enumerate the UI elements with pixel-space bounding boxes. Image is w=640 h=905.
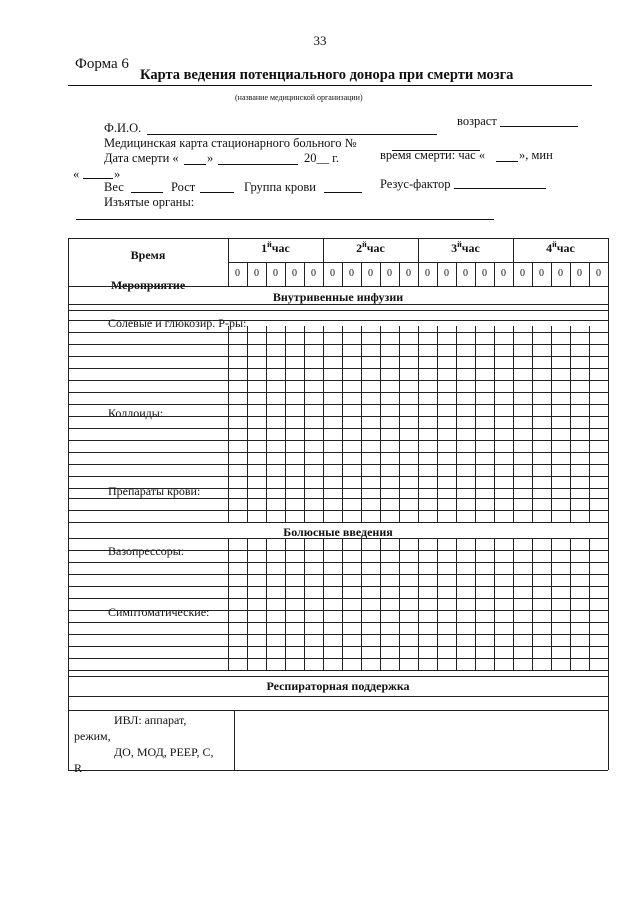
minute-zero-cell: 0 <box>444 268 449 279</box>
minute-zero-cell: 0 <box>292 268 297 279</box>
death-hour-line[interactable] <box>496 161 518 162</box>
minute-zero-cell: 0 <box>235 268 240 279</box>
minute-zero-cell: 0 <box>425 268 430 279</box>
minute-zero-cell: 0 <box>501 268 506 279</box>
grid-col-line <box>589 538 590 670</box>
minute-zero-cell: 0 <box>482 268 487 279</box>
grid-row-line <box>68 634 608 635</box>
grid-row-line <box>68 404 608 405</box>
hour-divider <box>418 238 419 262</box>
label-blood-products: Препараты крови: <box>108 484 201 498</box>
height-line[interactable] <box>200 192 234 193</box>
hour-4-header: $4^йчас$ <box>546 240 575 255</box>
hour-divider <box>323 238 324 262</box>
label-colloids: Коллоиды: <box>108 406 164 420</box>
organs-label: Изъятые органы: <box>104 195 195 209</box>
form-label: Форма 6 <box>75 56 129 72</box>
grid-row-line <box>68 646 608 647</box>
label-symptomatic: Симптоматические: <box>108 605 210 619</box>
grid-col-line <box>266 538 267 670</box>
medcard-label: Медицинская карта стационарного больного № <box>104 136 357 150</box>
grid-row-line <box>68 522 608 523</box>
age-label: возраст <box>457 114 497 128</box>
minute-zero-cell: 0 <box>463 268 468 279</box>
blood-group-label: Группа крови <box>244 180 316 194</box>
grid-row-line <box>68 488 608 489</box>
grid-col-line <box>456 538 457 670</box>
grid-row-line <box>68 622 608 623</box>
grid-row-line <box>68 392 608 393</box>
grid-row-line <box>68 670 608 671</box>
death-date-mid: » <box>207 151 214 165</box>
death-min-close: » <box>114 167 121 181</box>
death-min-line[interactable] <box>83 178 113 179</box>
section-line <box>68 676 608 677</box>
grid-col-line <box>437 538 438 670</box>
ivl-line-1: ИВЛ: аппарат, <box>114 713 187 727</box>
grid-row-line <box>68 586 608 587</box>
grid-col-line <box>418 538 419 670</box>
death-min-open: « <box>73 167 80 181</box>
grid-col-line <box>342 326 343 522</box>
section-respiratory: Респираторная поддержка <box>266 679 410 693</box>
fio-label: Ф.И.О. <box>104 121 142 135</box>
death-day-line[interactable] <box>184 164 206 165</box>
ivl-divider <box>234 710 235 770</box>
minute-zero-cell: 0 <box>596 268 601 279</box>
grid-col-line <box>437 326 438 522</box>
minute-zero-cell: 0 <box>311 268 316 279</box>
grid-col-line <box>608 326 609 522</box>
grid-col-line <box>228 326 229 522</box>
grid-row-line <box>68 332 608 333</box>
grid-col-line <box>266 326 267 522</box>
grid-row-line <box>68 464 608 465</box>
ivl-line-2: режим, <box>74 729 111 743</box>
grid-col-line <box>304 326 305 522</box>
grid-col-line <box>475 326 476 522</box>
grid-row-line <box>68 344 608 345</box>
grid-row-line <box>68 562 608 563</box>
grid-row-line <box>68 550 608 551</box>
grid-row-line <box>68 538 608 539</box>
grid-col-line <box>532 326 533 522</box>
grid-col-line <box>570 326 571 522</box>
page-number: 33 <box>313 33 327 48</box>
grid-col-line <box>247 538 248 670</box>
age-line[interactable] <box>500 126 578 127</box>
grid-col-line <box>494 326 495 522</box>
grid-col-line <box>399 538 400 670</box>
minute-zero-cell: 0 <box>273 268 278 279</box>
header-event: Мероприятие <box>110 278 186 292</box>
weight-line[interactable] <box>131 192 163 193</box>
organs-line[interactable] <box>76 219 494 220</box>
header-bottom-line <box>68 286 608 287</box>
grid-col-line <box>380 538 381 670</box>
grid-row-line <box>68 658 608 659</box>
grid-col-line <box>323 326 324 522</box>
grid-col-line <box>513 538 514 670</box>
death-date-label: Дата смерти « <box>104 151 179 165</box>
ivl-line-4: R <box>74 761 83 775</box>
grid-col-line <box>285 538 286 670</box>
grid-col-line <box>494 538 495 670</box>
monitoring-table <box>68 238 608 775</box>
grid-row-line <box>68 380 608 381</box>
grid-row-line <box>68 574 608 575</box>
label-salt-solutions: Солевые и глюкозир. Р-ры: <box>108 316 247 330</box>
minute-zero-cell: 0 <box>368 268 373 279</box>
death-time-min: », мин <box>519 148 553 162</box>
death-date-year: 20__ г. <box>304 151 339 165</box>
grid-row-line <box>68 610 608 611</box>
grid-col-line <box>589 326 590 522</box>
grid-row-line <box>68 452 608 453</box>
grid-col-line <box>304 538 305 670</box>
label-vasopressors: Вазопрессоры: <box>108 544 185 558</box>
minute-zero-cell: 0 <box>558 268 563 279</box>
rhesus-line[interactable] <box>454 188 546 189</box>
table-border-left <box>68 238 69 770</box>
section-bolus: Болюсные введения <box>283 525 393 539</box>
grid-col-line <box>285 326 286 522</box>
grid-col-line <box>418 326 419 522</box>
hour-2-header: $2^йчас$ <box>356 240 385 255</box>
minute-zero-cell: 0 <box>349 268 354 279</box>
header-time: Время <box>130 248 166 262</box>
grid-row-line <box>68 440 608 441</box>
grid-row-line <box>68 428 608 429</box>
grid-col-line <box>361 326 362 522</box>
weight-label: Вес <box>104 180 124 194</box>
grid-col-line <box>551 326 552 522</box>
grid-row-line <box>68 510 608 511</box>
ivl-label <box>74 712 234 776</box>
grid-col-line <box>513 326 514 522</box>
hour-1-header: $1^йчас$ <box>261 240 290 255</box>
grid-col-line <box>570 538 571 670</box>
hour-3-header: $3^йчас$ <box>451 240 480 255</box>
grid-row-line <box>68 310 608 311</box>
minute-zero-cell: 0 <box>520 268 525 279</box>
rhesus-label: Резус-фактор <box>380 177 451 191</box>
grid-col-line <box>475 538 476 670</box>
grid-col-line <box>551 538 552 670</box>
grid-col-line <box>247 326 248 522</box>
grid-col-line <box>342 538 343 670</box>
section-iv-infusions: Внутривенные инфузии <box>272 290 404 304</box>
death-time-label: время смерти: час « <box>380 148 486 162</box>
minute-zero-cell: 0 <box>387 268 392 279</box>
grid-row-line <box>68 498 608 499</box>
grid-col-line <box>228 538 229 670</box>
hour-divider <box>513 238 514 262</box>
title-underline <box>68 85 592 86</box>
section-line <box>68 304 608 305</box>
ivl-line-3: ДО, МОД, PEEP, C, <box>114 745 214 759</box>
blood-group-line[interactable] <box>324 192 362 193</box>
grid-row-line <box>68 356 608 357</box>
minute-zero-cell: 0 <box>577 268 582 279</box>
table-border-bottom <box>68 770 608 771</box>
grid-col-line <box>532 538 533 670</box>
grid-col-line <box>608 538 609 670</box>
document-title: Карта ведения потенциального донора при смерти мозга <box>140 67 514 83</box>
death-month-line[interactable] <box>218 164 298 165</box>
grid-row-line <box>68 416 608 417</box>
grid-row-line <box>68 598 608 599</box>
grid-col-line <box>361 538 362 670</box>
grid-col-line <box>456 326 457 522</box>
height-label: Рост <box>171 180 196 194</box>
grid-col-line <box>323 538 324 670</box>
minute-zero-cell: 0 <box>254 268 259 279</box>
grid-row-line <box>68 476 608 477</box>
table-border-top <box>68 238 608 239</box>
minute-zero-cell: 0 <box>406 268 411 279</box>
grid-row-line <box>68 320 608 321</box>
grid-col-line <box>380 326 381 522</box>
minute-zero-cell: 0 <box>330 268 335 279</box>
fio-line[interactable] <box>147 134 437 135</box>
org-caption: (название медицинской организации) <box>235 93 363 102</box>
minute-zero-cell: 0 <box>539 268 544 279</box>
section-line <box>68 710 608 711</box>
grid-row-line <box>68 368 608 369</box>
grid-col-line <box>399 326 400 522</box>
section-line <box>68 696 608 697</box>
